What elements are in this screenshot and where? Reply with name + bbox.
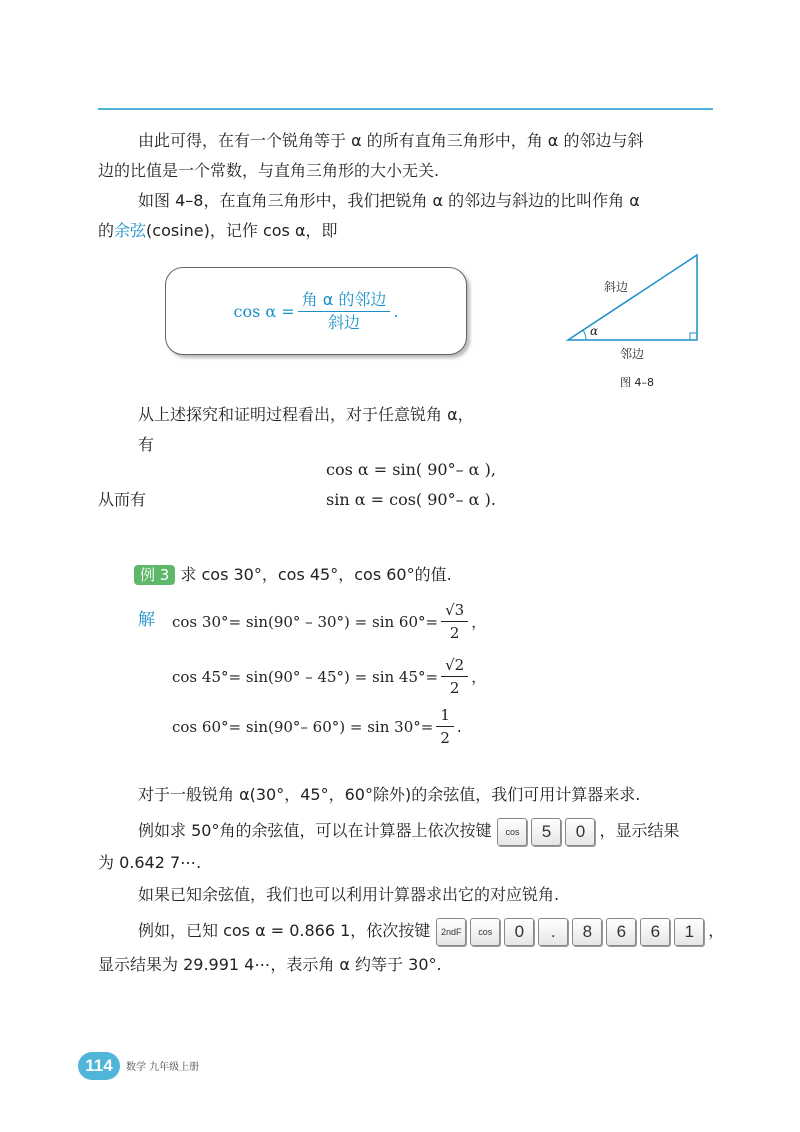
step3-lhs: cos 60°= sin(90°– 60°) = sin 30°= — [172, 717, 434, 736]
step2-numerator: √2 — [441, 655, 468, 677]
key-cos-1 — [497, 816, 527, 846]
para4-line2 — [138, 916, 724, 946]
key-1 — [674, 916, 704, 946]
example-question-text: 求 cos 30°，cos 45°，cos 60°的值. — [180, 565, 452, 584]
key-8-label: 8 — [572, 918, 602, 946]
step1-end: ， — [471, 613, 487, 631]
key-6b — [640, 916, 670, 946]
formula-denominator: 斜边 — [328, 313, 361, 332]
key-6b-label: 6 — [640, 918, 670, 946]
step3-numerator: 1 — [436, 705, 454, 727]
paragraph-2 — [98, 186, 718, 246]
para2-line2-pre: 的 — [98, 221, 115, 240]
key-2ndf — [436, 916, 466, 946]
step3-denominator: 2 — [440, 729, 450, 747]
key-0-label: 0 — [565, 818, 595, 846]
angle-label: α — [590, 324, 599, 338]
derive-eq1: cos α = sin( 90°– α ), — [326, 460, 496, 479]
step2-lhs: cos 45°= sin(90° – 45°) = sin 45°= — [172, 667, 439, 686]
para2-line2-post: (cosine)，记作 cos α，即 — [146, 221, 338, 240]
para2-line1: 如图 4–8，在直角三角形中，我们把锐角 α 的邻边与斜边的比叫作角 α — [138, 191, 640, 210]
triangle-figure — [560, 250, 710, 350]
formula-end: . — [393, 302, 399, 321]
key-6a — [606, 916, 636, 946]
formula-fraction — [298, 290, 391, 333]
para3-line2-pre: 例如求 50°角的余弦值，可以在计算器上依次按键 — [138, 821, 492, 840]
key-5 — [531, 816, 561, 846]
right-angle-mark — [690, 333, 697, 340]
para4-line2-post: ， — [708, 921, 725, 940]
header-rule — [98, 108, 713, 110]
para4-line3: 显示结果为 29.991 4⋯，表示角 α 约等于 30°. — [98, 955, 442, 974]
step2-denominator: 2 — [449, 679, 460, 697]
definition-box — [165, 267, 467, 355]
derive-line1: 从上述探究和证明过程看出，对于任意锐角 α， — [138, 405, 474, 424]
para1-line2: 边的比值是一个常数，与直角三角形的大小无关. — [98, 161, 440, 180]
step2-end: ， — [471, 668, 487, 686]
key-5-label: 5 — [531, 818, 561, 846]
formula-numerator: 角 α 的邻边 — [298, 290, 391, 312]
para1-line1: 由此可得，在有一个锐角等于 α 的所有直角三角形中，角 α 的邻边与斜 — [138, 131, 644, 150]
derive-line3: 从而有 — [98, 490, 147, 509]
para3-line2-post: ，显示结果 — [599, 821, 680, 840]
para3-line2 — [138, 816, 679, 846]
example-3-question — [134, 560, 452, 590]
adjacent-label: 邻边 — [620, 347, 645, 361]
solution-label: 解 — [138, 610, 155, 630]
derive-eq2: sin α = cos( 90°– α ). — [326, 490, 496, 509]
key-2ndf-label: 2ndF — [436, 918, 466, 946]
step1-denominator: 2 — [449, 624, 460, 642]
key-1-label: 1 — [674, 918, 704, 946]
key-0-2-label: 0 — [504, 918, 534, 946]
step1-numerator: √3 — [441, 600, 468, 622]
step2-fraction — [441, 655, 468, 698]
key-0-2 — [504, 916, 534, 946]
step3-end: . — [456, 717, 462, 736]
key-8 — [572, 916, 602, 946]
step1-lhs: cos 30°= sin(90° – 30°) = sin 60°= — [172, 612, 439, 631]
key-dot-label: . — [538, 918, 568, 946]
step3-fraction — [436, 705, 454, 748]
derive-line2: 有 — [138, 435, 155, 454]
hypotenuse-label: 斜边 — [604, 280, 629, 294]
key-cos-2-label: cos — [470, 918, 500, 946]
key-dot — [538, 916, 568, 946]
formula-lhs: cos α = — [233, 302, 295, 321]
para2-line2 — [98, 216, 718, 246]
solution-step-2 — [172, 655, 486, 698]
paragraph-1 — [98, 126, 718, 186]
key-cos-2 — [470, 916, 500, 946]
triangle-shape — [568, 255, 697, 340]
definition-formula — [166, 290, 466, 333]
book-title: 数学 九年级上册 — [126, 1062, 200, 1073]
key-6a-label: 6 — [606, 918, 636, 946]
solution-step-3 — [172, 705, 462, 748]
para4-line2-pre: 例如，已知 cos α = 0.866 1，依次按键 — [138, 921, 431, 940]
key-0 — [565, 816, 595, 846]
step1-fraction — [441, 600, 468, 643]
term-cosine: 余弦 — [114, 221, 147, 240]
para3-line3: 为 0.642 7⋯. — [98, 853, 202, 872]
example-badge: 例 3 — [134, 565, 175, 585]
angle-arc — [583, 330, 586, 340]
para4-line1: 如果已知余弦值，我们也可以利用计算器求出它的对应锐角. — [138, 885, 560, 904]
para3-line1: 对于一般锐角 α(30°，45°，60°除外)的余弦值，我们可用计算器来求. — [138, 785, 641, 804]
key-cos-label: cos — [497, 818, 527, 846]
solution-step-1 — [172, 600, 486, 643]
page-number-badge: 114 — [78, 1052, 120, 1080]
figure-caption: 图 4–8 — [620, 376, 654, 389]
